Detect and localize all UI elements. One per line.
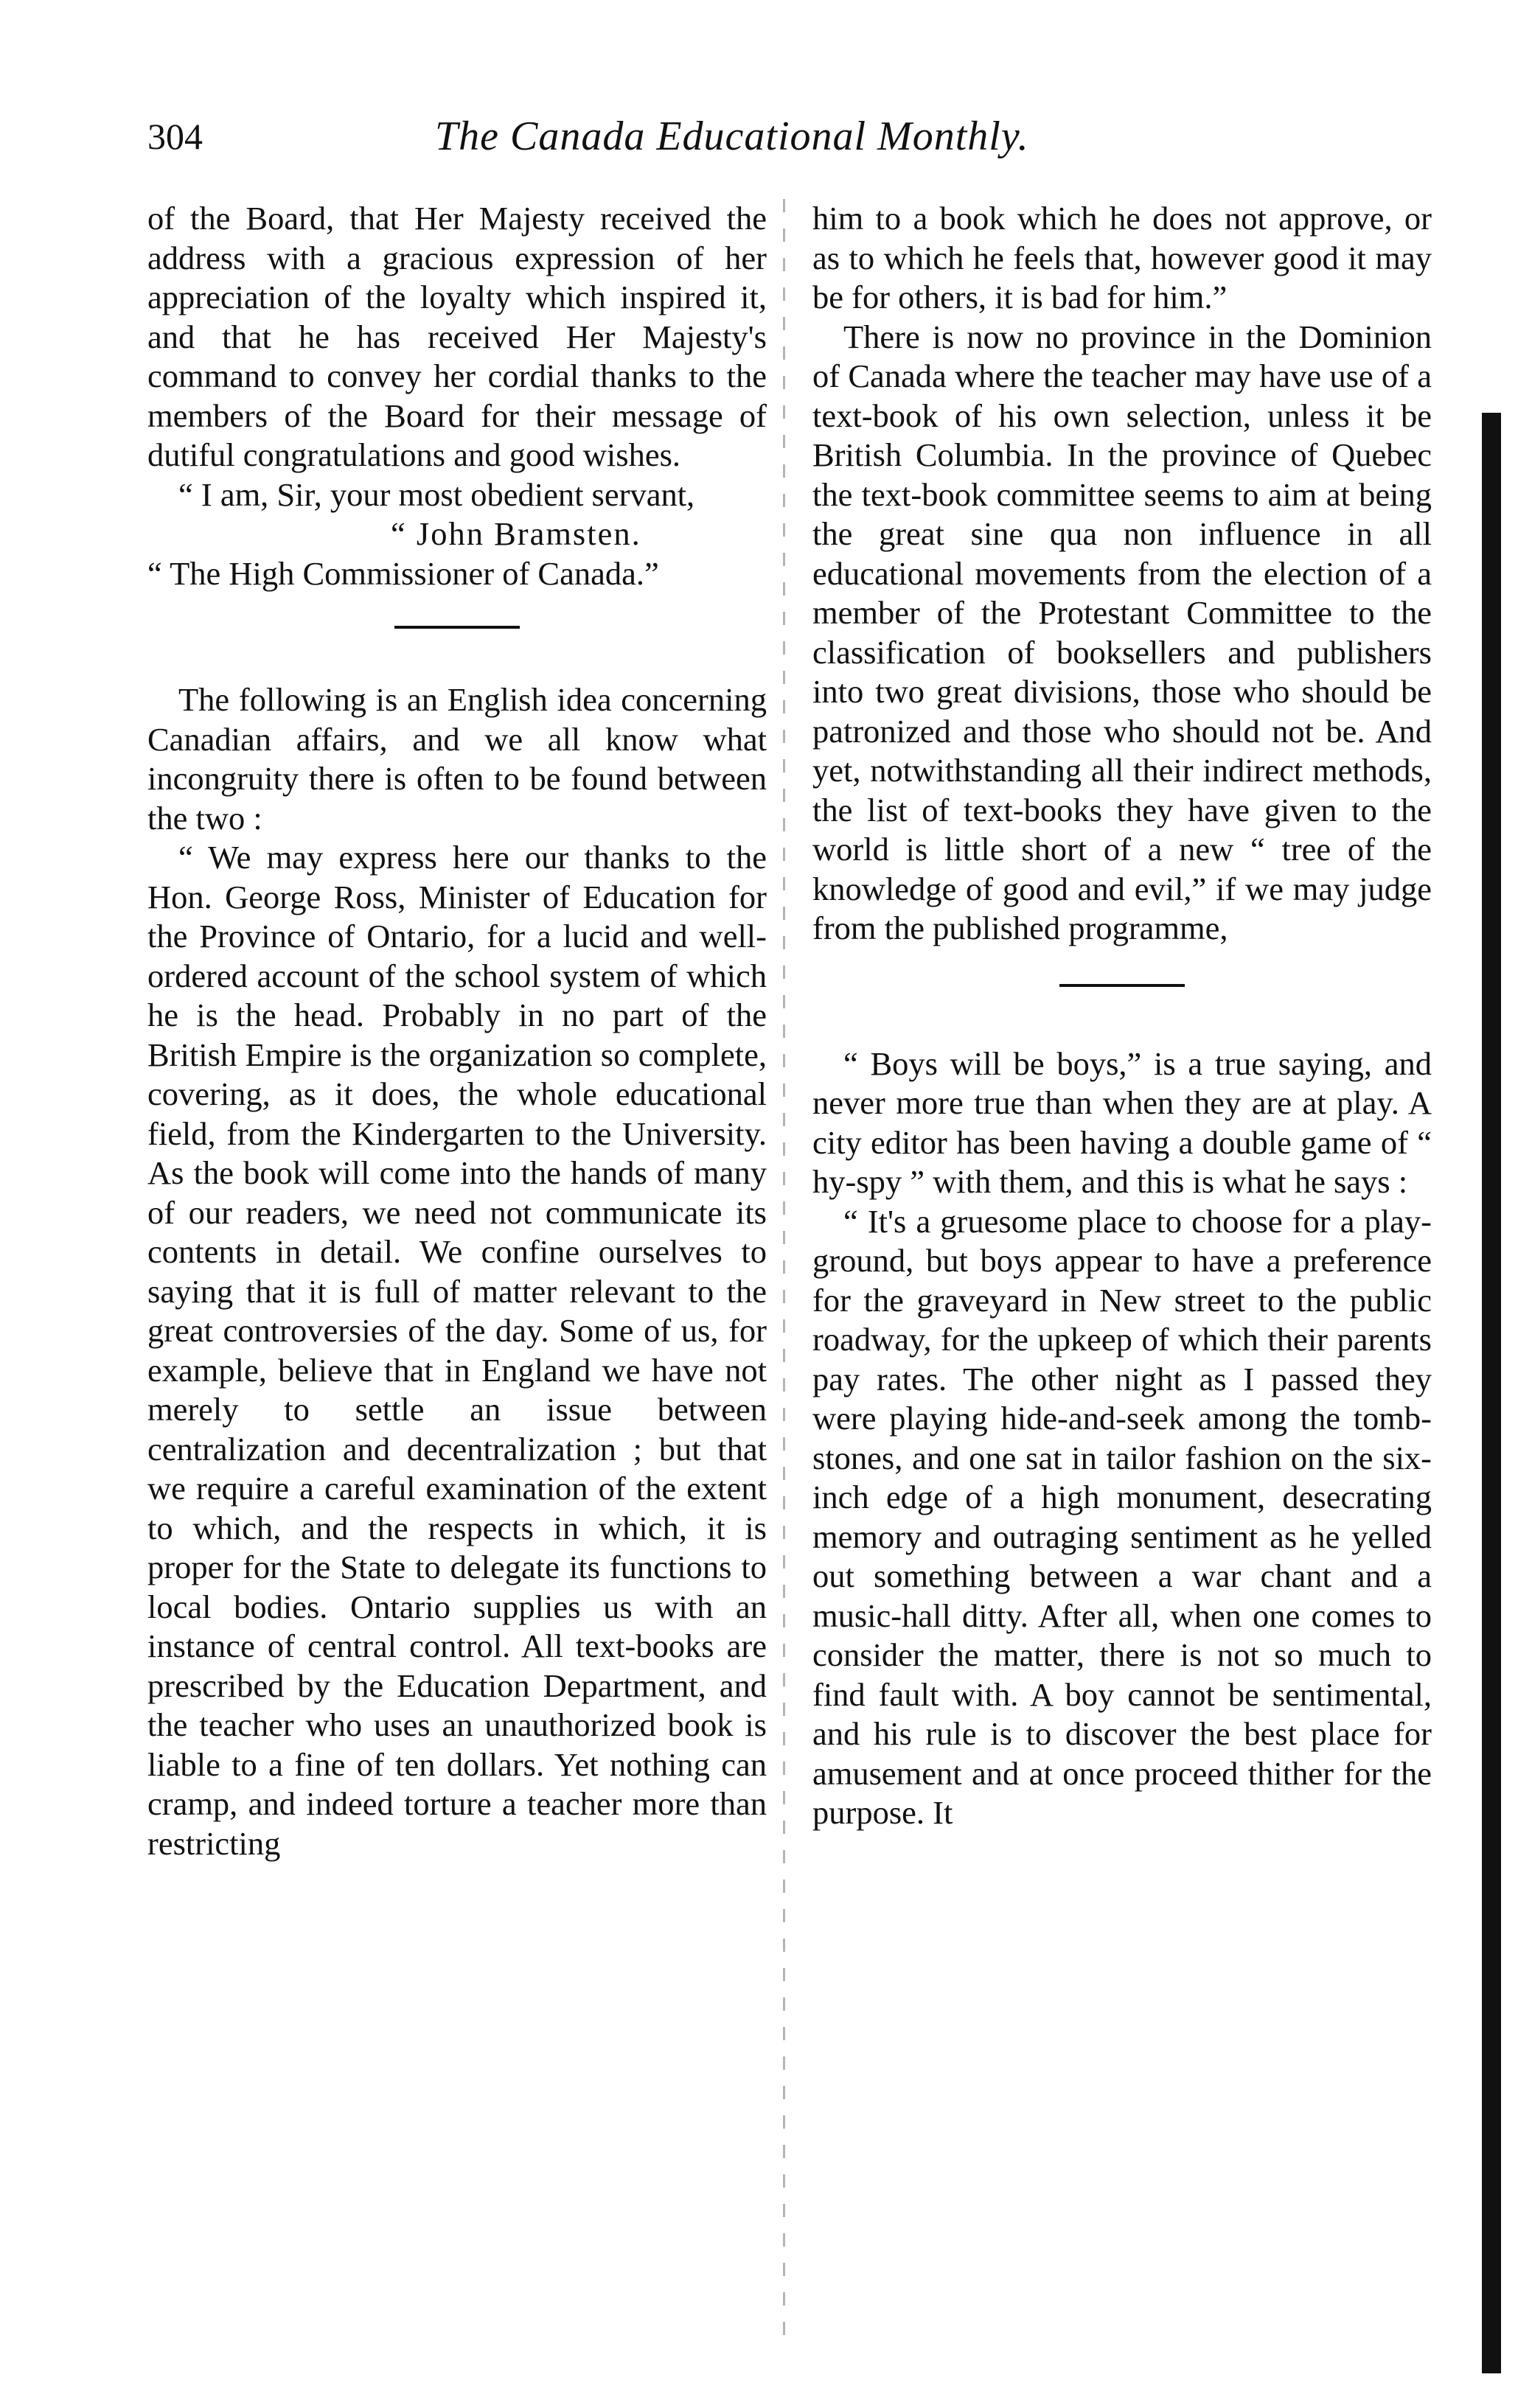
right-column xyxy=(812,199,1432,1833)
page-header xyxy=(147,111,1165,170)
section-divider xyxy=(394,626,520,629)
page-edge-bar xyxy=(1482,413,1501,2373)
paragraph: “ I am, Sir, your most obedient servant, xyxy=(178,475,695,513)
page-number: 304 xyxy=(147,116,203,157)
running-title: The Canada Educational Monthly. xyxy=(435,114,1029,159)
section-divider xyxy=(1059,984,1185,987)
left-column xyxy=(147,199,767,1863)
paragraph: “ We may express here our thanks to the Hon. George Ross, Minister of Education for the Province of Ontario, for a lucid and well-ordered account of the school system of which he is the head. Probably in no part of the British Empire is the organization so complete, covering, as it does, the whole educational field, from the Kindergarten to the University. As the book will come into the hands of many of our readers, we need not communicate its contents in detail. We confine ourselves to saying that it is full of matter relevant to the great controversies of the day. Some of us, for example, believe that in England we have not merely to settle an issue between centralization and decentralization ; but that we require a careful examination of the extent to which, and the respects in which, it is proper for the State to delegate its functions to local bodies. Ontario supplies us with an instance of central control. All text-books are prescribed by the Education Department, and the teacher who uses an unauthorized book is liable to a fine of ten dollars. Yet nothing can cramp, and indeed torture a teacher more than restricting xyxy=(147,839,767,1862)
paragraph: of the Board, that Her Majesty received the address with a gracious expression of her appreciation of the loyalty which inspired it, and that he has received Her Majesty's command to convey her cordial thanks to the members of the Board for their message of dutiful congratulations and good wishes. xyxy=(147,200,767,473)
paragraph: him to a book which he does not approve, or as to which he feels that, however good it may be for others, it is bad for him.” xyxy=(812,200,1432,315)
signature: “ John Bramsten. xyxy=(391,515,641,552)
paragraph: “ It's a gruesome place to choose for a play-ground, but boys appear to have a preference for the graveyard in New street to the public roadway, for the upkeep of which their parents pay rates. The other night as I passed they were playing hide-and-seek among the tomb-stones, and one sat in tailor fashion on the six-inch edge of a high monument, desecrating memory and outraging sentiment as he yelled out something between a war chant and a music-hall ditty. After all, when one comes to consider the matter, there is not so much to find fault with. A boy cannot be sentimental, and his rule is to discover the best place for amusement and at once proceed thither for the purpose. It xyxy=(812,1202,1432,1831)
column-divider xyxy=(783,199,785,2337)
paragraph: There is now no province in the Dominion of Canada where the teacher may have use of a text-book of his own selection, unless it be British Columbia. In the province of Quebec the text-book committee seems to aim at being the great sine qua non influence in all educational movements from the election of a member of the Protestant Committee to the classification of booksellers and publishers into two great divisions, those who should be patronized and those who should not be. And yet, notwithstanding all their indirect methods, the list of text-books they have given to the world is little short of a new “ tree of the knowledge of good and evil,” if we may judge from the published programme, xyxy=(812,318,1432,946)
paragraph: “ The High Commissioner of Canada.” xyxy=(147,554,659,592)
paragraph: The following is an English idea concerning Canadian affairs, and we all know what incongruity there is often to be found between the two : xyxy=(147,681,767,837)
paragraph: “ Boys will be boys,” is a true saying, and never more true than when they are at play. A city editor has been having a double game of “ hy-spy ” with them, and this is what he says : xyxy=(812,1044,1432,1200)
